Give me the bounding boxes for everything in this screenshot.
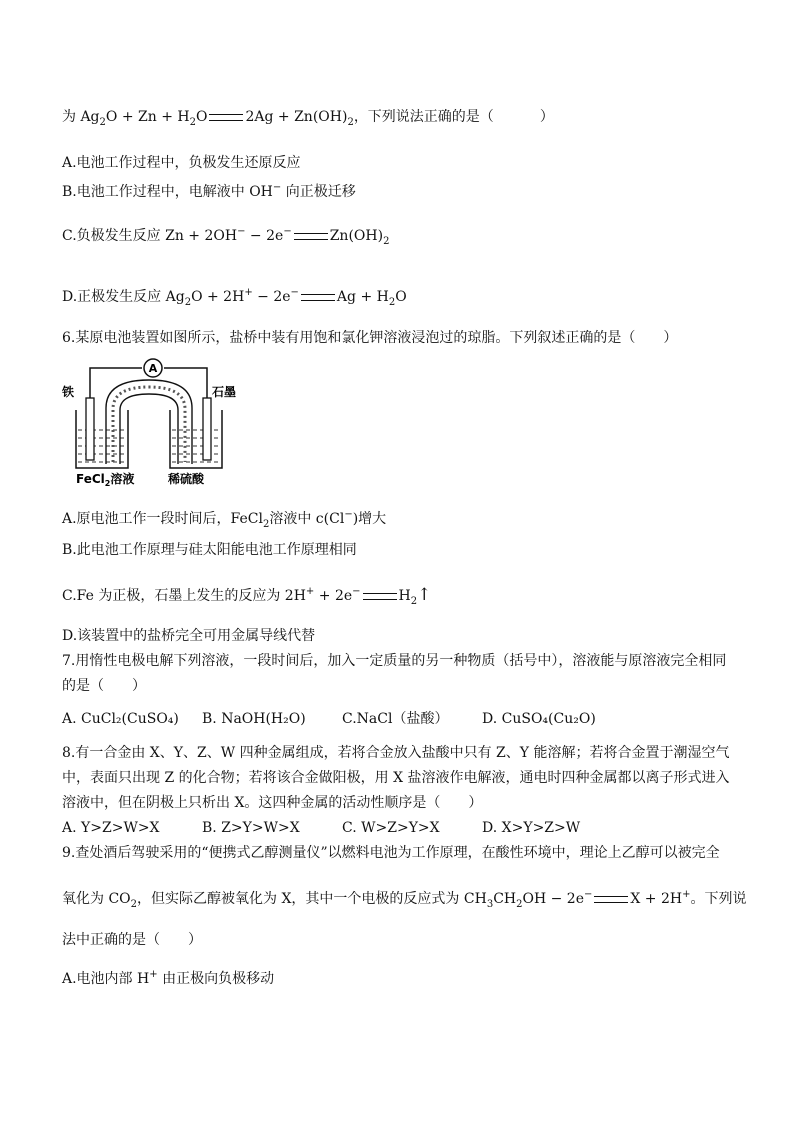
left-solution-label: FeCl$_2$溶液 xyxy=(76,472,135,488)
q7-option-c: C.NaCl（盐酸） xyxy=(342,711,449,727)
equals-sign xyxy=(301,294,335,301)
q8-stem-line3: 溶液中，但在阴极上只析出 X。这四种金属的活动性顺序是（ ） xyxy=(62,795,483,811)
q7-option-a: A. CuCl₂(CuSO₄) xyxy=(62,711,179,727)
galvanic-cell-diagram xyxy=(62,358,252,488)
right-solution-label: 稀硫酸 xyxy=(168,472,205,486)
q6-option-c: C.Fe 为正极，石墨上发生的反应为 2H+ + 2e− $H_2↑$ xyxy=(62,585,432,607)
right-electrode-label: 石墨 xyxy=(212,385,237,399)
q9-stem-line2: 氧化为 $CO_2$，但实际乙醇被氧化为 X，其中一个电极的反应式为 $CH_3CH_2OH - 2e^-$ X + 2H+。下列说 xyxy=(62,889,747,910)
equals-sign xyxy=(294,233,328,240)
salt-bridge xyxy=(106,380,192,464)
q8-option-a: A. Y>Z>W>X xyxy=(62,820,160,836)
left-electrode-label: 铁 xyxy=(62,385,75,399)
q8-stem-line2: 中，表面只出现 Z 的化合物；若将该合金做阳极，用 X 盐溶液作电解液，通电时四种金属都以离子形式进入 xyxy=(62,770,730,786)
equals-sign xyxy=(363,593,397,600)
q5-option-c: C.负极发生反应 Zn + 2OH− − 2e− $Zn(OH)_2$ xyxy=(62,226,390,247)
iron-electrode xyxy=(86,398,94,460)
q7-stem-line2: 的是（ ） xyxy=(62,678,146,694)
q5-option-d: D.正极发生反应 $Ag_2O + 2H^+ - 2e^-$ $Ag + H_2O$ xyxy=(62,287,407,308)
q7-options xyxy=(62,709,596,729)
q5-option-b: B.电池工作过程中，电解液中 OH− 向正极迁移 xyxy=(62,182,356,200)
q8-option-c: C. W>Z>Y>X xyxy=(342,820,440,836)
equals-sign xyxy=(594,896,628,903)
q6-stem: 6.某原电池装置如图所示，盐桥中装有用饱和氯化钾溶液浸泡过的琼脂。下列叙述正确的是（ ） xyxy=(62,330,678,346)
q8-option-d: D. X>Y>Z>W xyxy=(482,820,581,836)
ammeter-label: A xyxy=(148,362,158,375)
q9-option-a: A.电池内部 H+ 由正极向负极移动 xyxy=(62,969,275,987)
q8-option-b: B. Z>Y>W>X xyxy=(202,820,300,836)
q8-stem-line1: 8.有一合金由 X、Y、Z、W 四种金属组成，若将合金放入盐酸中只有 Z、Y 能溶解；若将合金置于潮湿空气 xyxy=(62,745,730,761)
q7-option-d: D. CuSO₄(Cu₂O) xyxy=(482,711,596,727)
graphite-electrode xyxy=(203,398,211,460)
q6-option-b: B.此电池工作原理与硅太阳能电池工作原理相同 xyxy=(62,542,357,558)
q9-stem-line1: 9.查处酒后驾驶采用的“便携式乙醇测量仪”以燃料电池为工作原理，在酸性环境中，理论上乙醇可以被完全 xyxy=(62,845,720,861)
galvanic-cell-figure xyxy=(62,358,252,488)
q5-option-a: A.电池工作过程中，负极发生还原反应 xyxy=(62,155,301,171)
equals-sign xyxy=(209,114,243,121)
q9-stem-line3: 法中正确的是（ ） xyxy=(62,932,202,948)
q6-option-d: D.该装置中的盐桥完全可用金属导线代替 xyxy=(62,628,316,644)
q5-equation-line: 为 $Ag_2O + Zn + H_2O$ $2Ag + Zn(OH)_2$，下列说法正确的是（ ） xyxy=(62,109,554,128)
q6-option-a: A.原电池工作一段时间后，FeCl$_2$溶液中 c(Cl−)增大 xyxy=(62,509,387,530)
q7-stem-line1: 7.用惰性电极电解下列溶液，一段时间后，加入一定质量的另一种物质（括号中），溶液能与原溶液完全相同 xyxy=(62,653,727,669)
q7-option-b: B. NaOH(H₂O) xyxy=(202,711,306,727)
q8-options xyxy=(62,818,580,838)
